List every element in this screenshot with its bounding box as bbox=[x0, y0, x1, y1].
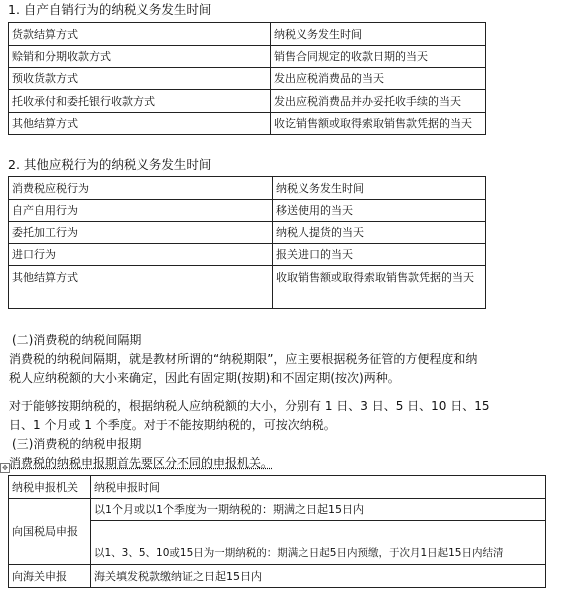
table-cell: 委托加工行为 bbox=[9, 222, 273, 244]
paragraph-line: 税人应纳税额的大小来确定，因此有固定期(按期)和不固定期(按次)两种。 bbox=[9, 371, 400, 385]
table-row bbox=[9, 244, 486, 266]
table-header-cell: 纳税申报时间 bbox=[91, 476, 546, 499]
paragraph-line: 对于能够按期纳税的，根据纳税人应纳税额的大小，分别有 1 日、3 日、5 日、10 日、15 bbox=[9, 399, 490, 413]
table-cell: 预收货款方式 bbox=[9, 68, 271, 90]
table-cell: 其他结算方式 bbox=[9, 113, 271, 135]
table-row bbox=[9, 113, 486, 135]
section2-table bbox=[8, 176, 486, 309]
table-cell: 发出应税消费品的当天 bbox=[271, 68, 486, 90]
table-row bbox=[9, 565, 546, 588]
table-cell: 报关进口的当天 bbox=[273, 244, 486, 266]
table-row bbox=[9, 90, 486, 113]
move-anchor-icon[interactable]: ✥ bbox=[0, 463, 10, 473]
paragraph-line: 消费税的纳税间隔期，就是教材所谓的“纳税期限”，应主要根据税务征管的方便程度和纳 bbox=[9, 352, 478, 366]
table-cell: 进口行为 bbox=[9, 244, 273, 266]
table-cell: 向海关申报 bbox=[9, 565, 91, 588]
table-cell: 赊销和分期收款方式 bbox=[9, 46, 271, 68]
table-row bbox=[9, 23, 486, 46]
table-cell: 托收承付和委托银行收款方式 bbox=[9, 90, 271, 113]
table-cell: 向国税局申报 bbox=[9, 499, 91, 565]
section3-heading: (二)消费税的纳税间隔期 bbox=[12, 333, 142, 347]
table-cell: 收取销售额或取得索取销售款凭据的当天 bbox=[273, 266, 486, 309]
section1-heading: 1. 自产自销行为的纳税义务发生时间 bbox=[8, 2, 212, 17]
table-cell: 收讫销售额或取得索取销售款凭据的当天 bbox=[271, 113, 486, 135]
table-cell: 以1个月或以1个季度为一期纳税的：期满之日起15日内 bbox=[91, 499, 546, 521]
table-cell: 纳税义务发生时间 bbox=[273, 177, 486, 200]
table-row bbox=[9, 476, 546, 499]
table-header-cell: 纳税申报机关 bbox=[9, 476, 91, 499]
table-cell: 自产自用行为 bbox=[9, 200, 273, 222]
table-cell: 以1、3、5、10或15日为一期纳税的：期满之日起5日内预缴，于次月1日起15日内结清 bbox=[91, 521, 546, 565]
table-cell: 其他结算方式 bbox=[9, 266, 273, 309]
table-row bbox=[9, 499, 546, 521]
section4-table bbox=[8, 475, 546, 588]
table-cell: 消费税应税行为 bbox=[9, 177, 273, 200]
table-cell: 纳税人提货的当天 bbox=[273, 222, 486, 244]
table-row bbox=[9, 222, 486, 244]
table-cell: 销售合同规定的收款日期的当天 bbox=[271, 46, 486, 68]
section4-intro: 消费税的纳税申报期首先要区分不同的申报机关。 bbox=[9, 456, 274, 470]
table-row bbox=[9, 68, 486, 90]
table-cell: 海关填发税款缴纳证之日起15日内 bbox=[91, 565, 546, 588]
section1-table bbox=[8, 22, 486, 135]
section2-heading: 2. 其他应税行为的纳税义务发生时间 bbox=[8, 157, 212, 172]
table-cell: 移送使用的当天 bbox=[273, 200, 486, 222]
table-row bbox=[9, 266, 486, 309]
table-row bbox=[9, 46, 486, 68]
paragraph-line: 日、1 个月或 1 个季度。对于不能按期纳税的，可按次纳税。 bbox=[9, 418, 336, 432]
table-cell: 发出应税消费品并办妥托收手续的当天 bbox=[271, 90, 486, 113]
table-cell: 货款结算方式 bbox=[9, 23, 271, 46]
section4-heading: (三)消费税的纳税申报期 bbox=[12, 437, 142, 451]
table-cell: 纳税义务发生时间 bbox=[271, 23, 486, 46]
table-row bbox=[9, 177, 486, 200]
table-row bbox=[9, 200, 486, 222]
